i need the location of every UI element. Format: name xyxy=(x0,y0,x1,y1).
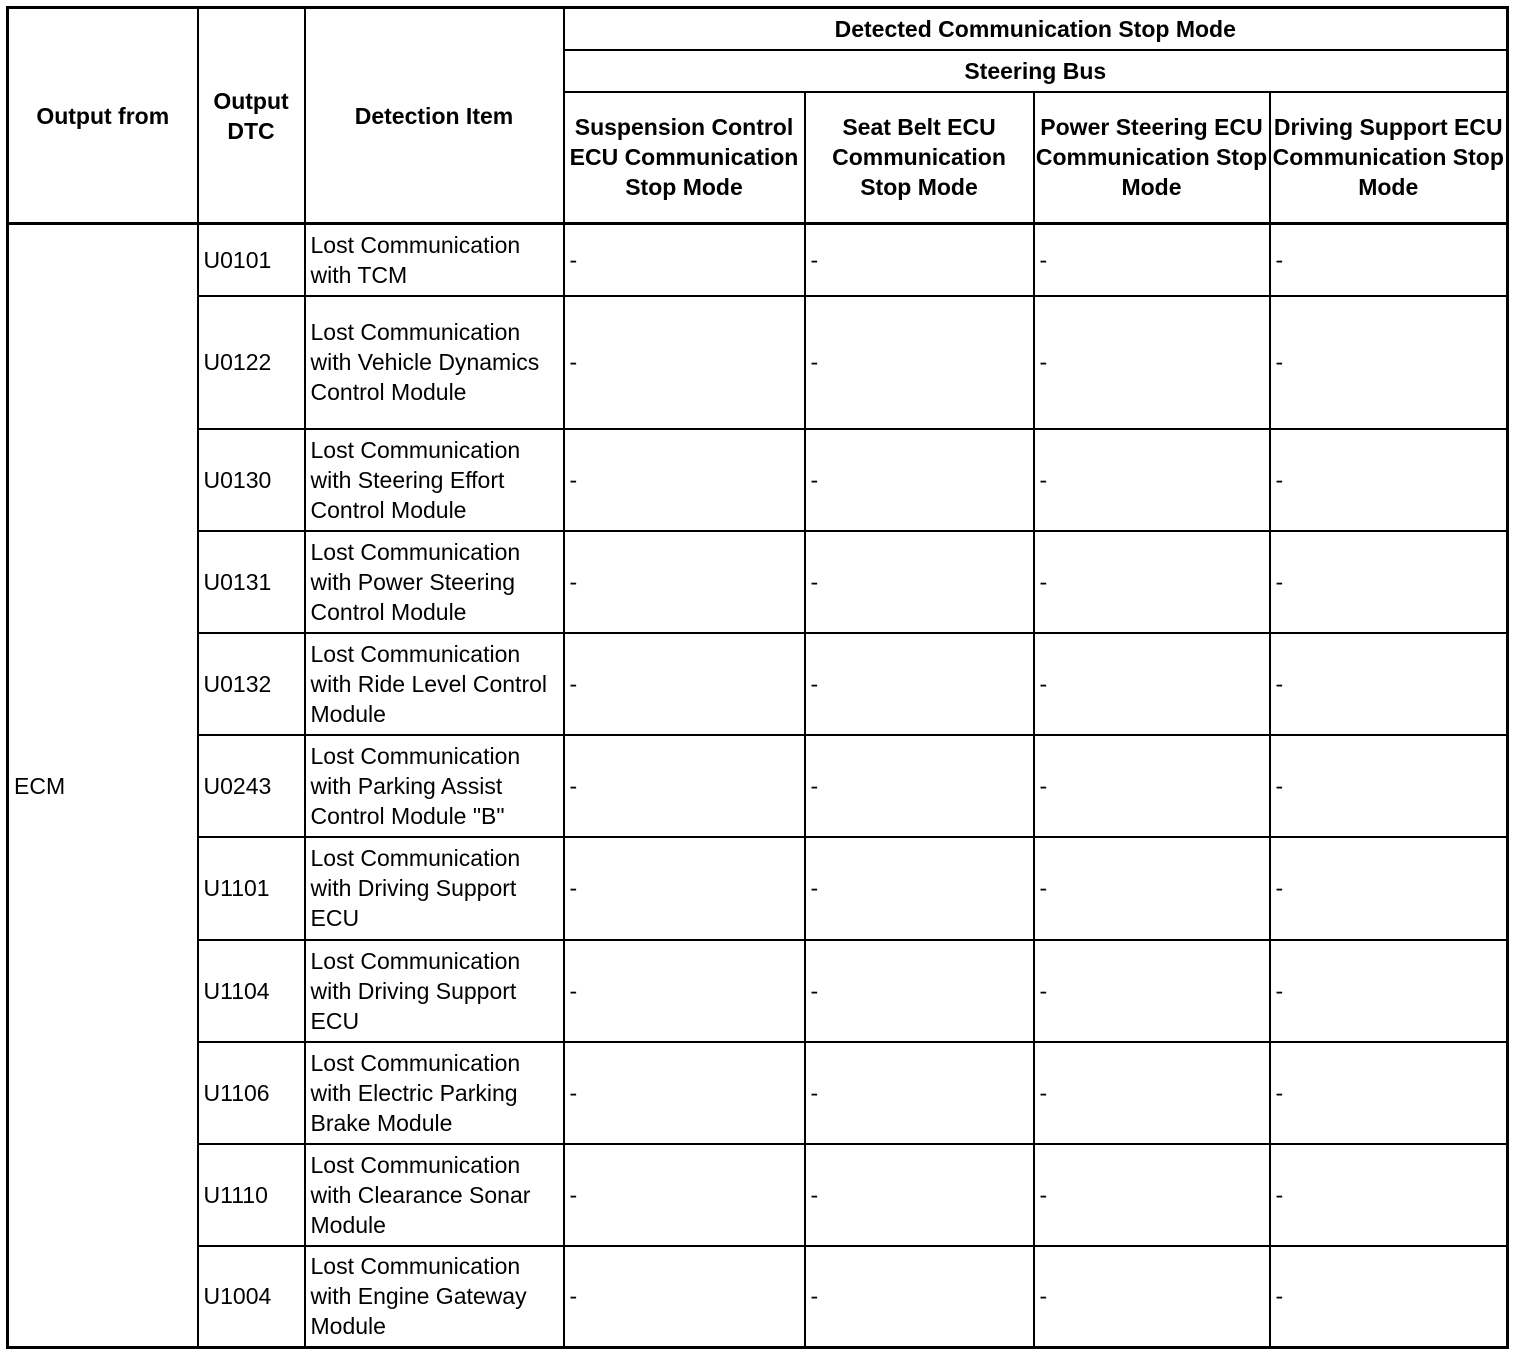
detection-item-cell: Lost Communication with Parking Assist Control Module "B" xyxy=(305,735,564,837)
table-row xyxy=(8,633,1508,735)
mode-value-cell: - xyxy=(1034,224,1270,296)
dtc-code-cell: U0132 xyxy=(198,633,305,735)
mode-value-cell: - xyxy=(805,1144,1034,1246)
detection-item-cell: Lost Communication with Steering Effort Control Module xyxy=(305,429,564,531)
mode-value-cell: - xyxy=(1034,296,1270,429)
mode-value-cell: - xyxy=(1270,837,1508,940)
header-mode-driving-support: Driving Support ECU Communication Stop Mode xyxy=(1270,92,1508,224)
mode-value-cell: - xyxy=(805,633,1034,735)
header-detection-item: Detection Item xyxy=(305,8,564,224)
dtc-code-cell: U0131 xyxy=(198,531,305,633)
mode-value-cell: - xyxy=(1270,1042,1508,1144)
detection-item-cell: Lost Communication with Engine Gateway Module xyxy=(305,1246,564,1348)
mode-value-cell: - xyxy=(1034,1246,1270,1348)
detection-item-cell: Lost Communication with Ride Level Control Module xyxy=(305,633,564,735)
table-row xyxy=(8,1246,1508,1348)
table-row xyxy=(8,837,1508,940)
mode-value-cell: - xyxy=(805,296,1034,429)
mode-value-cell: - xyxy=(564,1042,805,1144)
mode-value-cell: - xyxy=(1270,224,1508,296)
mode-value-cell: - xyxy=(805,1246,1034,1348)
mode-value-cell: - xyxy=(1270,633,1508,735)
header-mode-suspension: Suspension Control ECU Communication Stop Mode xyxy=(564,92,805,224)
mode-value-cell: - xyxy=(1034,429,1270,531)
mode-value-cell: - xyxy=(1270,531,1508,633)
mode-value-cell: - xyxy=(805,735,1034,837)
mode-value-cell: - xyxy=(564,224,805,296)
mode-value-cell: - xyxy=(805,940,1034,1042)
dtc-code-cell: U1106 xyxy=(198,1042,305,1144)
dtc-code-cell: U0101 xyxy=(198,224,305,296)
dtc-code-cell: U1104 xyxy=(198,940,305,1042)
detection-item-cell: Lost Communication with TCM xyxy=(305,224,564,296)
mode-value-cell: - xyxy=(564,429,805,531)
table-row xyxy=(8,296,1508,429)
output-from-cell: ECM xyxy=(8,224,198,1348)
mode-value-cell: - xyxy=(1270,296,1508,429)
header-bus: Steering Bus xyxy=(564,50,1508,92)
mode-value-cell: - xyxy=(564,1144,805,1246)
mode-value-cell: - xyxy=(1270,940,1508,1042)
table-row xyxy=(8,735,1508,837)
table-row xyxy=(8,429,1508,531)
dtc-code-cell: U0130 xyxy=(198,429,305,531)
header-mode-power-steering: Power Steering ECU Communication Stop Mode xyxy=(1034,92,1270,224)
mode-value-cell: - xyxy=(805,224,1034,296)
mode-value-cell: - xyxy=(805,837,1034,940)
mode-value-cell: - xyxy=(1270,735,1508,837)
dtc-table xyxy=(6,6,1509,1349)
mode-value-cell: - xyxy=(1270,1144,1508,1246)
mode-value-cell: - xyxy=(1034,837,1270,940)
detection-item-cell: Lost Communication with Driving Support ECU xyxy=(305,940,564,1042)
table-row xyxy=(8,531,1508,633)
table-header xyxy=(8,8,1508,224)
mode-value-cell: - xyxy=(1270,429,1508,531)
header-output-from: Output from xyxy=(8,8,198,224)
detection-item-cell: Lost Communication with Driving Support ECU xyxy=(305,837,564,940)
mode-value-cell: - xyxy=(564,735,805,837)
table-row xyxy=(8,940,1508,1042)
mode-value-cell: - xyxy=(1034,633,1270,735)
mode-value-cell: - xyxy=(1034,1144,1270,1246)
mode-value-cell: - xyxy=(564,1246,805,1348)
table-row xyxy=(8,1042,1508,1144)
mode-value-cell: - xyxy=(805,429,1034,531)
mode-value-cell: - xyxy=(1034,940,1270,1042)
mode-value-cell: - xyxy=(1034,735,1270,837)
detection-item-cell: Lost Communication with Clearance Sonar Module xyxy=(305,1144,564,1246)
mode-value-cell: - xyxy=(805,1042,1034,1144)
mode-value-cell: - xyxy=(564,296,805,429)
dtc-code-cell: U1110 xyxy=(198,1144,305,1246)
mode-value-cell: - xyxy=(1034,531,1270,633)
detection-item-cell: Lost Communication with Vehicle Dynamics Control Module xyxy=(305,296,564,429)
mode-value-cell: - xyxy=(1034,1042,1270,1144)
detection-item-cell: Lost Communication with Electric Parking Brake Module xyxy=(305,1042,564,1144)
header-detected-mode: Detected Communication Stop Mode xyxy=(564,8,1508,50)
dtc-code-cell: U0243 xyxy=(198,735,305,837)
mode-value-cell: - xyxy=(1270,1246,1508,1348)
mode-value-cell: - xyxy=(564,633,805,735)
mode-value-cell: - xyxy=(805,531,1034,633)
document-page xyxy=(6,6,1509,1349)
dtc-code-cell: U1004 xyxy=(198,1246,305,1348)
mode-value-cell: - xyxy=(564,837,805,940)
header-output-dtc: Output DTC xyxy=(198,8,305,224)
table-row xyxy=(8,224,1508,296)
table-row xyxy=(8,1144,1508,1246)
mode-value-cell: - xyxy=(564,940,805,1042)
dtc-code-cell: U0122 xyxy=(198,296,305,429)
table-body xyxy=(8,224,1508,1348)
mode-value-cell: - xyxy=(564,531,805,633)
header-mode-seat-belt: Seat Belt ECU Communication Stop Mode xyxy=(805,92,1034,224)
detection-item-cell: Lost Communication with Power Steering Control Module xyxy=(305,531,564,633)
dtc-code-cell: U1101 xyxy=(198,837,305,940)
